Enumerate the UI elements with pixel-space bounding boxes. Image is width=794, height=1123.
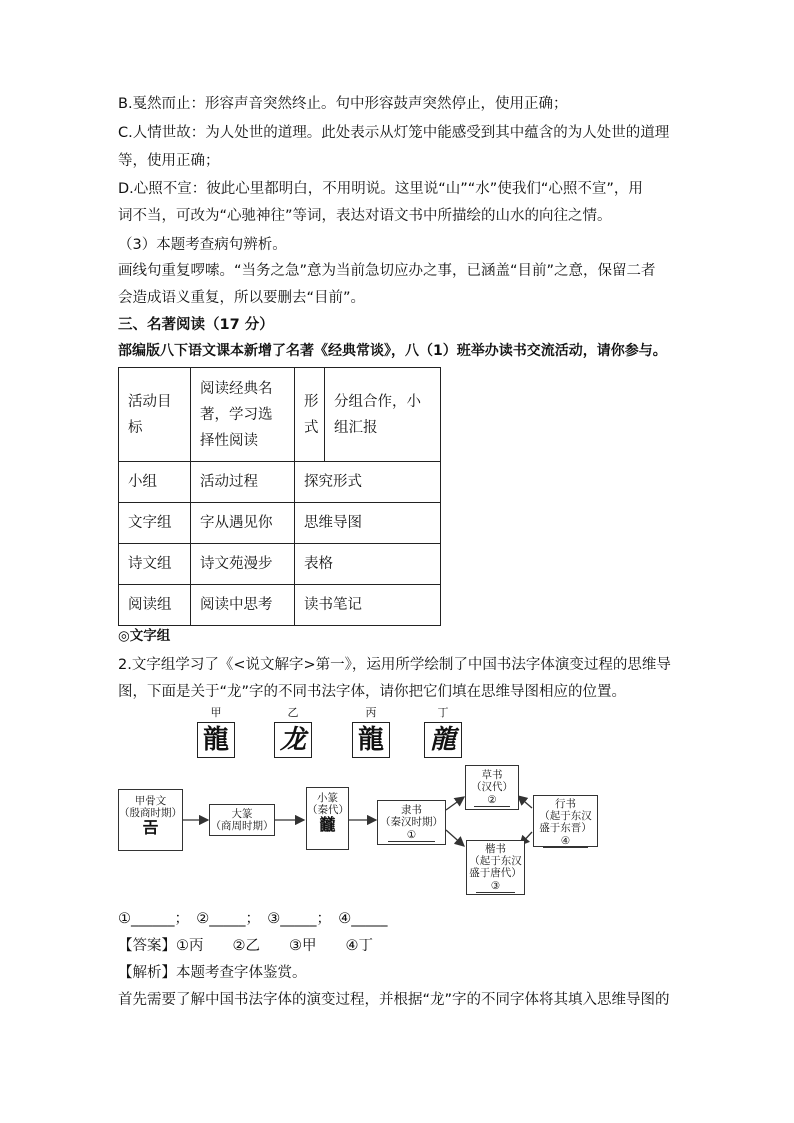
section-3-heading: 三、名著阅读（17 分） xyxy=(118,317,274,333)
calligraphy-label: 丙 xyxy=(365,706,377,719)
calligraphy-char: 龙 xyxy=(274,722,312,758)
calligraphy-char: 龍 xyxy=(352,722,390,758)
arrow xyxy=(446,797,464,810)
table-cell: 字从遇见你 xyxy=(191,503,295,544)
table-cell: 思维导图 xyxy=(295,503,441,544)
analysis-heading: 【解析】本题考查字体鉴赏。 xyxy=(118,965,307,981)
node-title: 甲骨文 xyxy=(134,795,167,807)
node-dazhuan xyxy=(209,804,275,836)
blank-2: ② xyxy=(474,794,510,807)
node-title: 行书 xyxy=(555,798,576,810)
table-cell: 探究形式 xyxy=(295,462,441,503)
node-period: （秦汉时期） xyxy=(380,816,443,828)
table-cell: 表格 xyxy=(295,544,441,585)
node-glyph: 龖 xyxy=(319,815,336,834)
node-jiaguwen xyxy=(118,789,183,851)
node-period: 盛于东晋） xyxy=(539,822,592,834)
node-title: 小篆 xyxy=(317,792,338,804)
table-cell: 活动过程 xyxy=(191,462,295,503)
question-3-heading: （3）本题考查病句辨析。 xyxy=(118,237,287,253)
analysis-text: 首先需要了解中国书法字体的演变过程，并根据“龙”字的不同字体将其填入思维导图的 xyxy=(118,992,670,1008)
node-xiaozhuan xyxy=(306,787,349,850)
node-period: （汉代） xyxy=(471,781,513,793)
node-title: 隶书 xyxy=(401,804,422,816)
table-cell: 阅读经典名著，学习选择性阅读 xyxy=(200,380,273,449)
table-cell: 文字组 xyxy=(119,503,191,544)
option-c-text: C.人情世故：为人处世的道理。此处表示从灯笼中能感受到其中蕴含的为人处世的道理 xyxy=(118,125,670,141)
question-3-analysis: 画线句重复啰嗦。“当务之急”意为当前急切应办之事，已涵盖“目前”之意，保留二者 xyxy=(118,263,656,279)
answer-line: 【答案】①丙 ②乙 ③甲 ④丁 xyxy=(118,938,373,954)
table-cell: 分组合作，小组汇报 xyxy=(334,393,421,436)
node-period: （秦代） xyxy=(307,804,349,816)
question-2-text: 2.文字组学习了《<说文解字>第一》，运用所学绘制了中国书法字体演变过程的思维导 xyxy=(118,657,671,673)
node-title: 大篆 xyxy=(231,808,253,820)
option-c-text-cont: 等，使用正确； xyxy=(118,153,220,169)
blank-3: ③ xyxy=(476,880,516,893)
node-lishu xyxy=(377,800,446,845)
table-cell: 小组 xyxy=(119,462,191,503)
node-period: 盛于唐代） xyxy=(469,867,522,879)
option-d-text-cont: 词不当，可改为“心驰神往”等词，表达对语文书中所描绘的山水的向往之情。 xyxy=(118,208,612,224)
option-d-text: D.心照不宣：彼此心里都明白，不用明说。这里说“山”“水”使我们“心照不宣”，用 xyxy=(118,181,643,197)
node-xingshu xyxy=(533,795,598,847)
node-title: 楷书 xyxy=(485,843,506,855)
table-cell: 诗文组 xyxy=(119,544,191,585)
table-cell: 阅读组 xyxy=(119,585,191,626)
section-3-intro: 部编版八下语文课本新增了名著《经典常谈》，八（1）班举办读书交流活动，请你参与。 xyxy=(118,343,667,359)
calligraphy-label: 丁 xyxy=(437,706,449,719)
calligraphy-char: 龍 xyxy=(197,722,235,758)
text-group-heading: ◎文字组 xyxy=(118,628,171,644)
calligraphy-label: 乙 xyxy=(287,706,299,719)
question-3-analysis-cont: 会造成语义重复，所以要删去“目前”。 xyxy=(118,290,366,306)
table-cell: 阅读中思考 xyxy=(191,585,295,626)
node-period: （起于东汉 xyxy=(539,810,592,822)
calligraphy-char: 龍 xyxy=(424,722,462,758)
table-cell: 形式 xyxy=(304,393,319,436)
arrow xyxy=(518,796,532,808)
table-cell: 诗文苑漫步 xyxy=(191,544,295,585)
answer-blanks: ①______； ②_____； ③_____； ④_____ xyxy=(118,911,388,927)
node-title: 草书 xyxy=(481,769,503,781)
table-cell: 活动目标 xyxy=(128,393,172,436)
node-caoshu xyxy=(465,765,519,810)
node-glyph: 𢀛 xyxy=(142,818,159,837)
blank-1: ① xyxy=(388,829,435,842)
table-cell: 读书笔记 xyxy=(295,585,441,626)
option-b-text: B.戛然而止：形容声音突然终止。句中形容鼓声突然停止，使用正确； xyxy=(118,96,568,112)
node-period: （殷商时期） xyxy=(119,807,182,819)
node-kaishu xyxy=(466,840,525,895)
arrow xyxy=(446,830,464,846)
calligraphy-label: 甲 xyxy=(210,706,222,719)
blank-4: ④ xyxy=(543,835,587,848)
question-2-text-cont: 图，下面是关于“龙”字的不同书法字体，请你把它们填在思维导图相应的位置。 xyxy=(118,684,627,700)
node-period: （商周时期） xyxy=(210,820,274,832)
node-period: （起于东汉 xyxy=(469,855,522,867)
